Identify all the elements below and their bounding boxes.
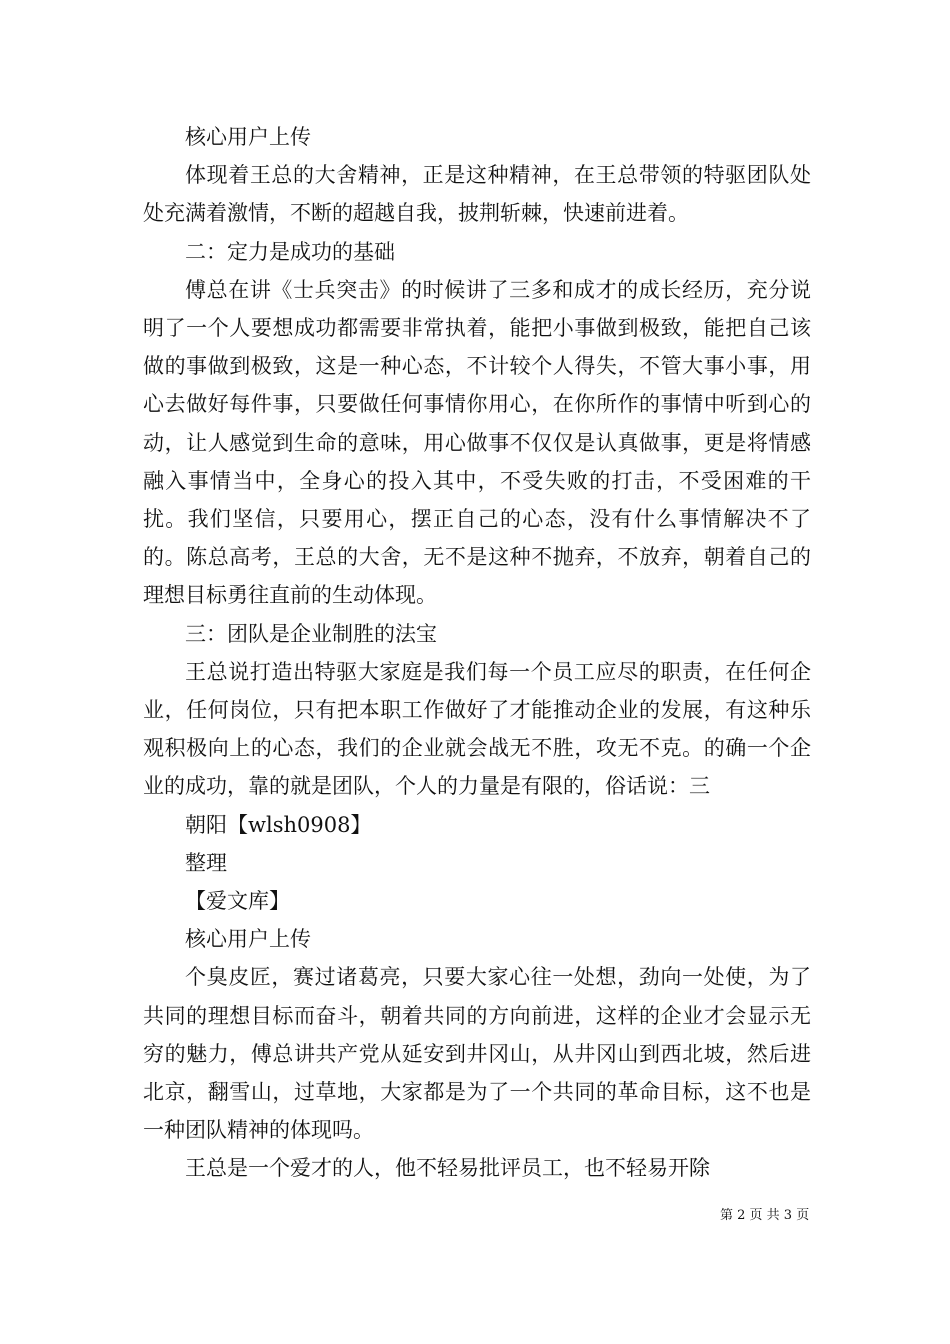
document-body [143, 118, 811, 1188]
section-heading-3: 三：团队是企业制胜的法宝 [185, 621, 437, 646]
watermark-author: 朝阳【wlsh0908】 [185, 812, 372, 837]
paragraph-teamwork: 个臭皮匠，赛过诸葛亮，只要大家心往一处想，劲向一处使，为了共同的理想目标而奋斗，朝着共同的方向前进，这样的企业才会显示无穷的魅力，傅总讲共产党从延安到井冈山，从井冈山到西北坡，然后进北京，翻雪山，过草地，大家都是为了一个共同的革命目标，这不也是一种团队精神的体现吗。 [143, 965, 811, 1143]
paragraph-spirit: 体现着王总的大舍精神，正是这种精神，在王总带领的特驱团队处处充满着激情，不断的超越自我，披荆斩棘，快速前进着。 [143, 163, 811, 226]
paragraph-talent: 王总是一个爱才的人，他不轻易批评员工，也不轻易开除 [185, 1156, 710, 1181]
page-number-footer: 第 2 页 共 3 页 [720, 1208, 810, 1223]
watermark-source: 【爱文库】 [185, 889, 290, 914]
paragraph-upload-note-1: 核心用户上传 [185, 125, 311, 149]
watermark-organize: 整理 [185, 850, 227, 875]
paragraph-focus: 傅总在讲《士兵突击》的时候讲了三多和成才的成长经历，充分说明了一个人要想成功都需要非常执着，能把小事做到极致，能把自己该做的事做到极致，这是一种心态，不计较个人得失，不管大事小事，用心去做好每件事，只要做任何事情你用心，在你所作的事情中听到心的动，让人感觉到生命的意味，用心做事不仅仅是认真做事，更是将情感融入事情当中，全身心的投入其中，不受失败的打击，不受困难的干扰。我们坚信，只要用心，摆正自己的心态，没有什么事情解决不了的。陈总高考，王总的大舍，无不是这种不抛弃，不放弃，朝着自己的理想目标勇往直前的生动体现。 [143, 277, 811, 608]
paragraph-upload-note-2: 核心用户上传 [185, 927, 311, 952]
paragraph-team: 王总说打造出特驱大家庭是我们每一个员工应尽的职责，在任何企业，任何岗位，只有把本职工作做好了才能推动企业的发展，有这种乐观积极向上的心态，我们的企业就会战无不胜，攻无不克。的确一个企业的成功，靠的就是团队，个人的力量是有限的，俗话说：三 [143, 659, 811, 799]
section-heading-2: 二：定力是成功的基础 [185, 239, 395, 264]
